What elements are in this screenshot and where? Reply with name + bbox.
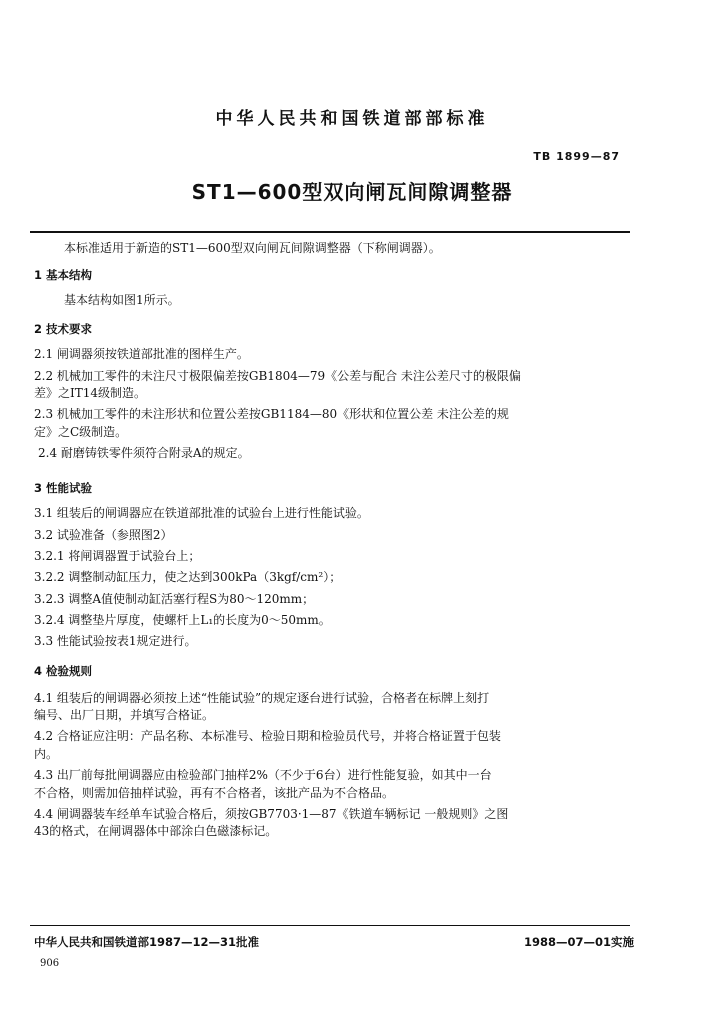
header-rule [30,231,630,233]
clause-2-2-line2: 差》之IT14级制造。 [34,385,147,400]
clause-3-2-1: 3.2.1 将闸调器置于试验台上； [34,548,201,563]
clause-2-3-line2: 定》之C级制造。 [34,424,128,439]
clause-3-2: 3.2 试验准备（参照图2） [34,527,173,542]
document-body [34,240,634,841]
clause-2-1: 2.1 闸调器须按铁道部批准的图样生产。 [34,347,249,362]
standard-code: TB 1899—87 [533,150,620,163]
clause-3-2-4: 3.2.4 调整垫片厚度，使螺杆上L₁的长度为0～50mm。 [34,613,331,628]
clause-4-4-line2: 43的格式，在闸调器体中部涂白色磁漆标记。 [34,824,278,839]
clause-4-2-line1: 4.2 合格证应注明：产品名称、本标准号、检验日期和检验员代号，并将合格证置于包装 [34,729,501,744]
section-1-text: 基本结构如图1所示。 [64,293,180,308]
issuing-authority: 中华人民共和国铁道部部标准 [215,109,489,129]
document-title: ST1—600型双向闸瓦间隙调整器 [191,180,513,204]
effective-date: 1988—07—01实施 [523,935,634,949]
clause-4-1-line2: 编号、出厂日期，并填写合格证。 [34,707,215,722]
clause-2-4: 2.4 耐磨铸铁零件须符合附录A的规定。 [38,446,250,461]
clause-4-1-line1: 4.1 组装后的闸调器必须按上述“性能试验”的规定逐台进行试验，合格者在标牌上刻打 [34,690,490,705]
clause-4-2-line2: 内。 [34,746,59,761]
footer-rule [30,925,630,926]
section-4-heading: 4 检验规则 [34,663,93,678]
clause-2-3-line1: 2.3 机械加工零件的未注形状和位置公差按GB1184—80《形状和位置公差 未注公差的规 [34,407,509,422]
clause-4-4-line1: 4.4 闸调器装车经单车试验合格后，须按GB7703·1—87《铁道车辆标记 一般规则》之图 [34,806,509,821]
clause-4-3-line2: 不合格，则需加倍抽样试验，再有不合格者，该批产品为不合格品。 [34,785,395,800]
section-1-heading: 1 基本结构 [34,268,93,283]
clause-3-2-2: 3.2.2 调整制动缸压力，使之达到300kPa（3kgf/cm²）； [34,570,342,585]
section-3-heading: 3 性能试验 [34,481,93,496]
page-number: 906 [40,958,60,969]
clause-4-3-line1: 4.3 出厂前每批闸调器应由检验部门抽样2%（不少于6台）进行性能复验，如其中一台 [34,768,492,783]
clause-3-1: 3.1 组装后的闸调器应在铁道部批准的试验台上进行性能试验。 [34,506,369,521]
intro-paragraph: 本标准适用于新造的ST1—600型双向闸瓦间隙调整器（下称闸调器）。 [64,241,441,255]
section-2-heading: 2 技术要求 [34,322,93,337]
clause-2-2-line1: 2.2 机械加工零件的未注尺寸极限偏差按GB1804—79《公差与配合 未注公差尺寸的极限偏 [34,368,521,383]
approval-date: 中华人民共和国铁道部1987—12—31批准 [34,935,260,949]
clause-3-2-3: 3.2.3 调整A值使制动缸活塞行程S为80～120mm； [34,591,315,606]
clause-3-3: 3.3 性能试验按表1规定进行。 [34,634,197,649]
